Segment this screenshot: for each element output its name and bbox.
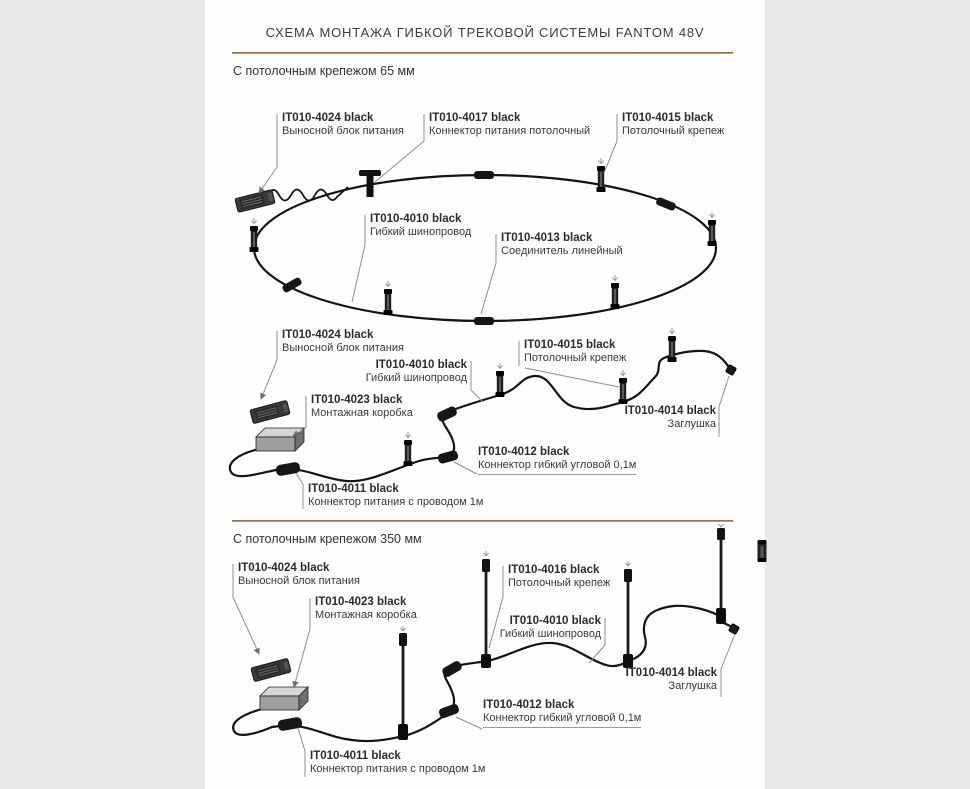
diagram-oval-65mm — [235, 114, 717, 325]
mounting-box — [256, 428, 304, 451]
page-title: СХЕМА МОНТАЖА ГИБКОЙ ТРЕКОВОЙ СИСТЕМЫ FANTOM 48V — [265, 25, 705, 40]
ceiling-mount-350 — [716, 524, 726, 624]
label-d2-it010-4014: IT010-4014 black Заглушка — [624, 405, 716, 430]
power-supply — [250, 400, 290, 423]
corner-connector — [437, 450, 459, 465]
ceiling-mount-65 — [384, 281, 393, 315]
label-d1-it010-4024: IT010-4024 black Выносной блок питания — [282, 112, 404, 137]
linear-connector — [655, 197, 677, 212]
ceiling-mount-350 — [623, 561, 633, 668]
label-d1-it010-4017: IT010-4017 black Коннектор питания потолочный — [429, 112, 591, 137]
corner-connector — [438, 703, 460, 719]
label-d3-it010-4014: IT010-4014 black Заглушка — [625, 667, 717, 692]
label-d3-it010-4016: IT010-4016 black Потолочный крепеж — [508, 564, 611, 589]
corner-connector — [436, 405, 458, 423]
ceiling-mount-65 — [611, 275, 620, 309]
mounting-box — [260, 687, 308, 710]
label-d2-it010-4012: IT010-4012 black Коннектор гибкий угловой 0,1м — [478, 446, 636, 475]
linear-connector — [474, 317, 494, 325]
ceiling-mount-65 — [597, 158, 606, 192]
label-d3-it010-4010: IT010-4010 black Гибкий шинопровод — [499, 615, 601, 640]
ceiling-mount-65 — [708, 212, 717, 246]
label-d1-it010-4010: IT010-4010 black Гибкий шинопровод — [370, 213, 472, 238]
power-supply — [235, 190, 275, 213]
label-d1-it010-4015: IT010-4015 black Потолочный крепеж — [622, 112, 725, 137]
label-d1-it010-4013: IT010-4013 black Соединитель линейный — [501, 232, 623, 257]
label-d3-it010-4023: IT010-4023 black Монтажная коробка — [315, 596, 417, 621]
power-connector-1m — [277, 716, 303, 731]
label-d2-it010-4023: IT010-4023 black Монтажная коробка — [311, 394, 413, 419]
ceiling-mount-65 — [496, 363, 505, 397]
ceiling-mount-350 — [398, 626, 408, 740]
label-d2-it010-4015: IT010-4015 black Потолочный крепеж — [524, 339, 627, 364]
label-d3-it010-4011: IT010-4011 black Коннектор питания с проводом 1м — [310, 750, 486, 775]
label-d2-it010-4024: IT010-4024 black Выносной блок питания — [282, 329, 404, 354]
power-supply — [251, 658, 291, 681]
section-2-heading: С потолочным крепежом 350 мм — [233, 532, 422, 546]
label-d2-it010-4011: IT010-4011 black Коннектор питания с проводом 1м — [308, 483, 484, 508]
label-d2-it010-4010: IT010-4010 black Гибкий шинопровод — [365, 359, 467, 384]
ceiling-mount-65 — [250, 218, 259, 252]
section-1-heading: С потолочным крепежом 65 мм — [233, 64, 415, 78]
ceiling-mount-65 — [668, 328, 677, 362]
label-d3-it010-4024: IT010-4024 black Выносной блок питания — [238, 562, 360, 587]
power-cable — [267, 187, 348, 201]
ceiling-mount-65 — [619, 370, 628, 404]
linear-connector — [474, 171, 494, 179]
ceiling-mount-65 — [404, 432, 413, 466]
label-d3-it010-4012: IT010-4012 black Коннектор гибкий угловой 0,1м — [483, 699, 641, 728]
loose-mount-part — [758, 540, 767, 562]
ceiling-mount-350 — [481, 551, 491, 668]
